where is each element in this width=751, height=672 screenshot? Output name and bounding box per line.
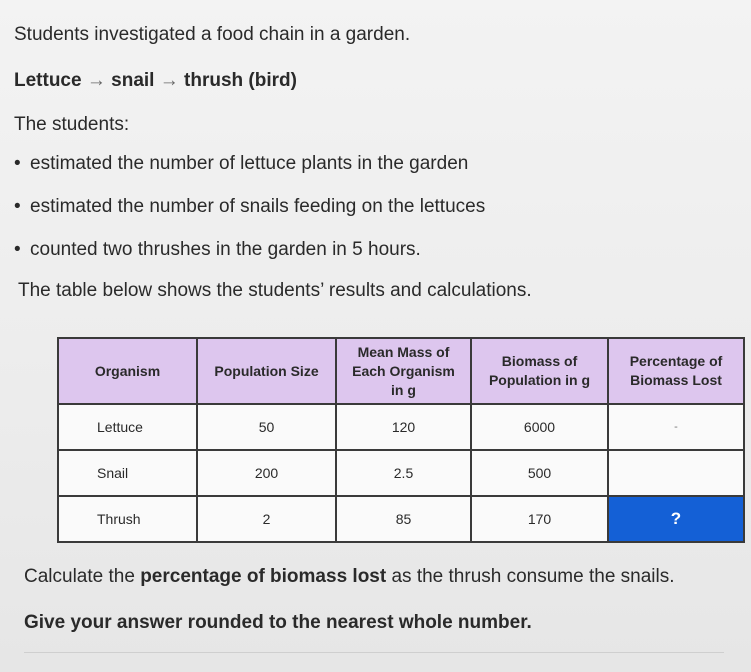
cell-mass: 85 xyxy=(336,496,471,542)
header-population: Population Size xyxy=(197,338,336,404)
food-chain xyxy=(14,70,297,92)
intro-text: Students investigated a food chain in a garden. xyxy=(14,24,411,45)
question-emphasis: percentage of biomass lost xyxy=(140,566,387,587)
food-chain-producer: Lettuce xyxy=(14,70,82,91)
bullet-dot-icon: • xyxy=(14,239,21,260)
question-text xyxy=(24,566,675,588)
food-chain-primary: snail xyxy=(111,70,155,91)
arrow-right-icon: → xyxy=(86,70,106,91)
header-mean-mass: Mean Mass of Each Organism in g xyxy=(336,338,471,404)
table-row xyxy=(58,450,744,496)
cell-biomass: 6000 xyxy=(471,404,608,450)
bullet-dot-icon: • xyxy=(14,196,21,217)
cell-organism: Lettuce xyxy=(58,404,197,450)
bullet-item xyxy=(14,153,468,175)
question-suffix: as the thrush consume the snails. xyxy=(386,566,675,587)
food-chain-secondary: thrush (bird) xyxy=(184,70,297,91)
bullet-text: estimated the number of lettuce plants in the garden xyxy=(30,153,469,174)
instruction-text: Give your answer rounded to the nearest whole number. xyxy=(24,612,532,633)
divider xyxy=(24,652,724,653)
cell-population: 200 xyxy=(197,450,336,496)
bullet-dot-icon: • xyxy=(14,153,21,174)
results-table xyxy=(57,337,745,543)
cell-biomass: 170 xyxy=(471,496,608,542)
arrow-right-icon: → xyxy=(159,70,179,91)
cell-biomass: 500 xyxy=(471,450,608,496)
header-percentage-lost: Percentage of Biomass Lost xyxy=(608,338,744,404)
cell-mass: 2.5 xyxy=(336,450,471,496)
answer-cell[interactable]: ? xyxy=(608,496,744,542)
table-intro-text: The table below shows the students’ results and calculations. xyxy=(18,280,532,301)
table-row xyxy=(58,404,744,450)
bullet-text: estimated the number of snails feeding on the lettuces xyxy=(30,196,486,217)
students-label: The students: xyxy=(14,114,130,135)
table-row xyxy=(58,496,744,542)
table-header-row xyxy=(58,338,744,404)
header-organism: Organism xyxy=(58,338,197,404)
bullet-item xyxy=(14,239,421,261)
cell-percent: - xyxy=(608,404,744,450)
cell-percent xyxy=(608,450,744,496)
question-prefix: Calculate the xyxy=(24,566,141,587)
cell-organism: Thrush xyxy=(58,496,197,542)
bullet-item xyxy=(14,196,485,218)
cell-organism: Snail xyxy=(58,450,197,496)
cell-mass: 120 xyxy=(336,404,471,450)
cell-population: 50 xyxy=(197,404,336,450)
cell-population: 2 xyxy=(197,496,336,542)
header-biomass: Biomass of Population in g xyxy=(471,338,608,404)
bullet-text: counted two thrushes in the garden in 5 hours. xyxy=(30,239,421,260)
